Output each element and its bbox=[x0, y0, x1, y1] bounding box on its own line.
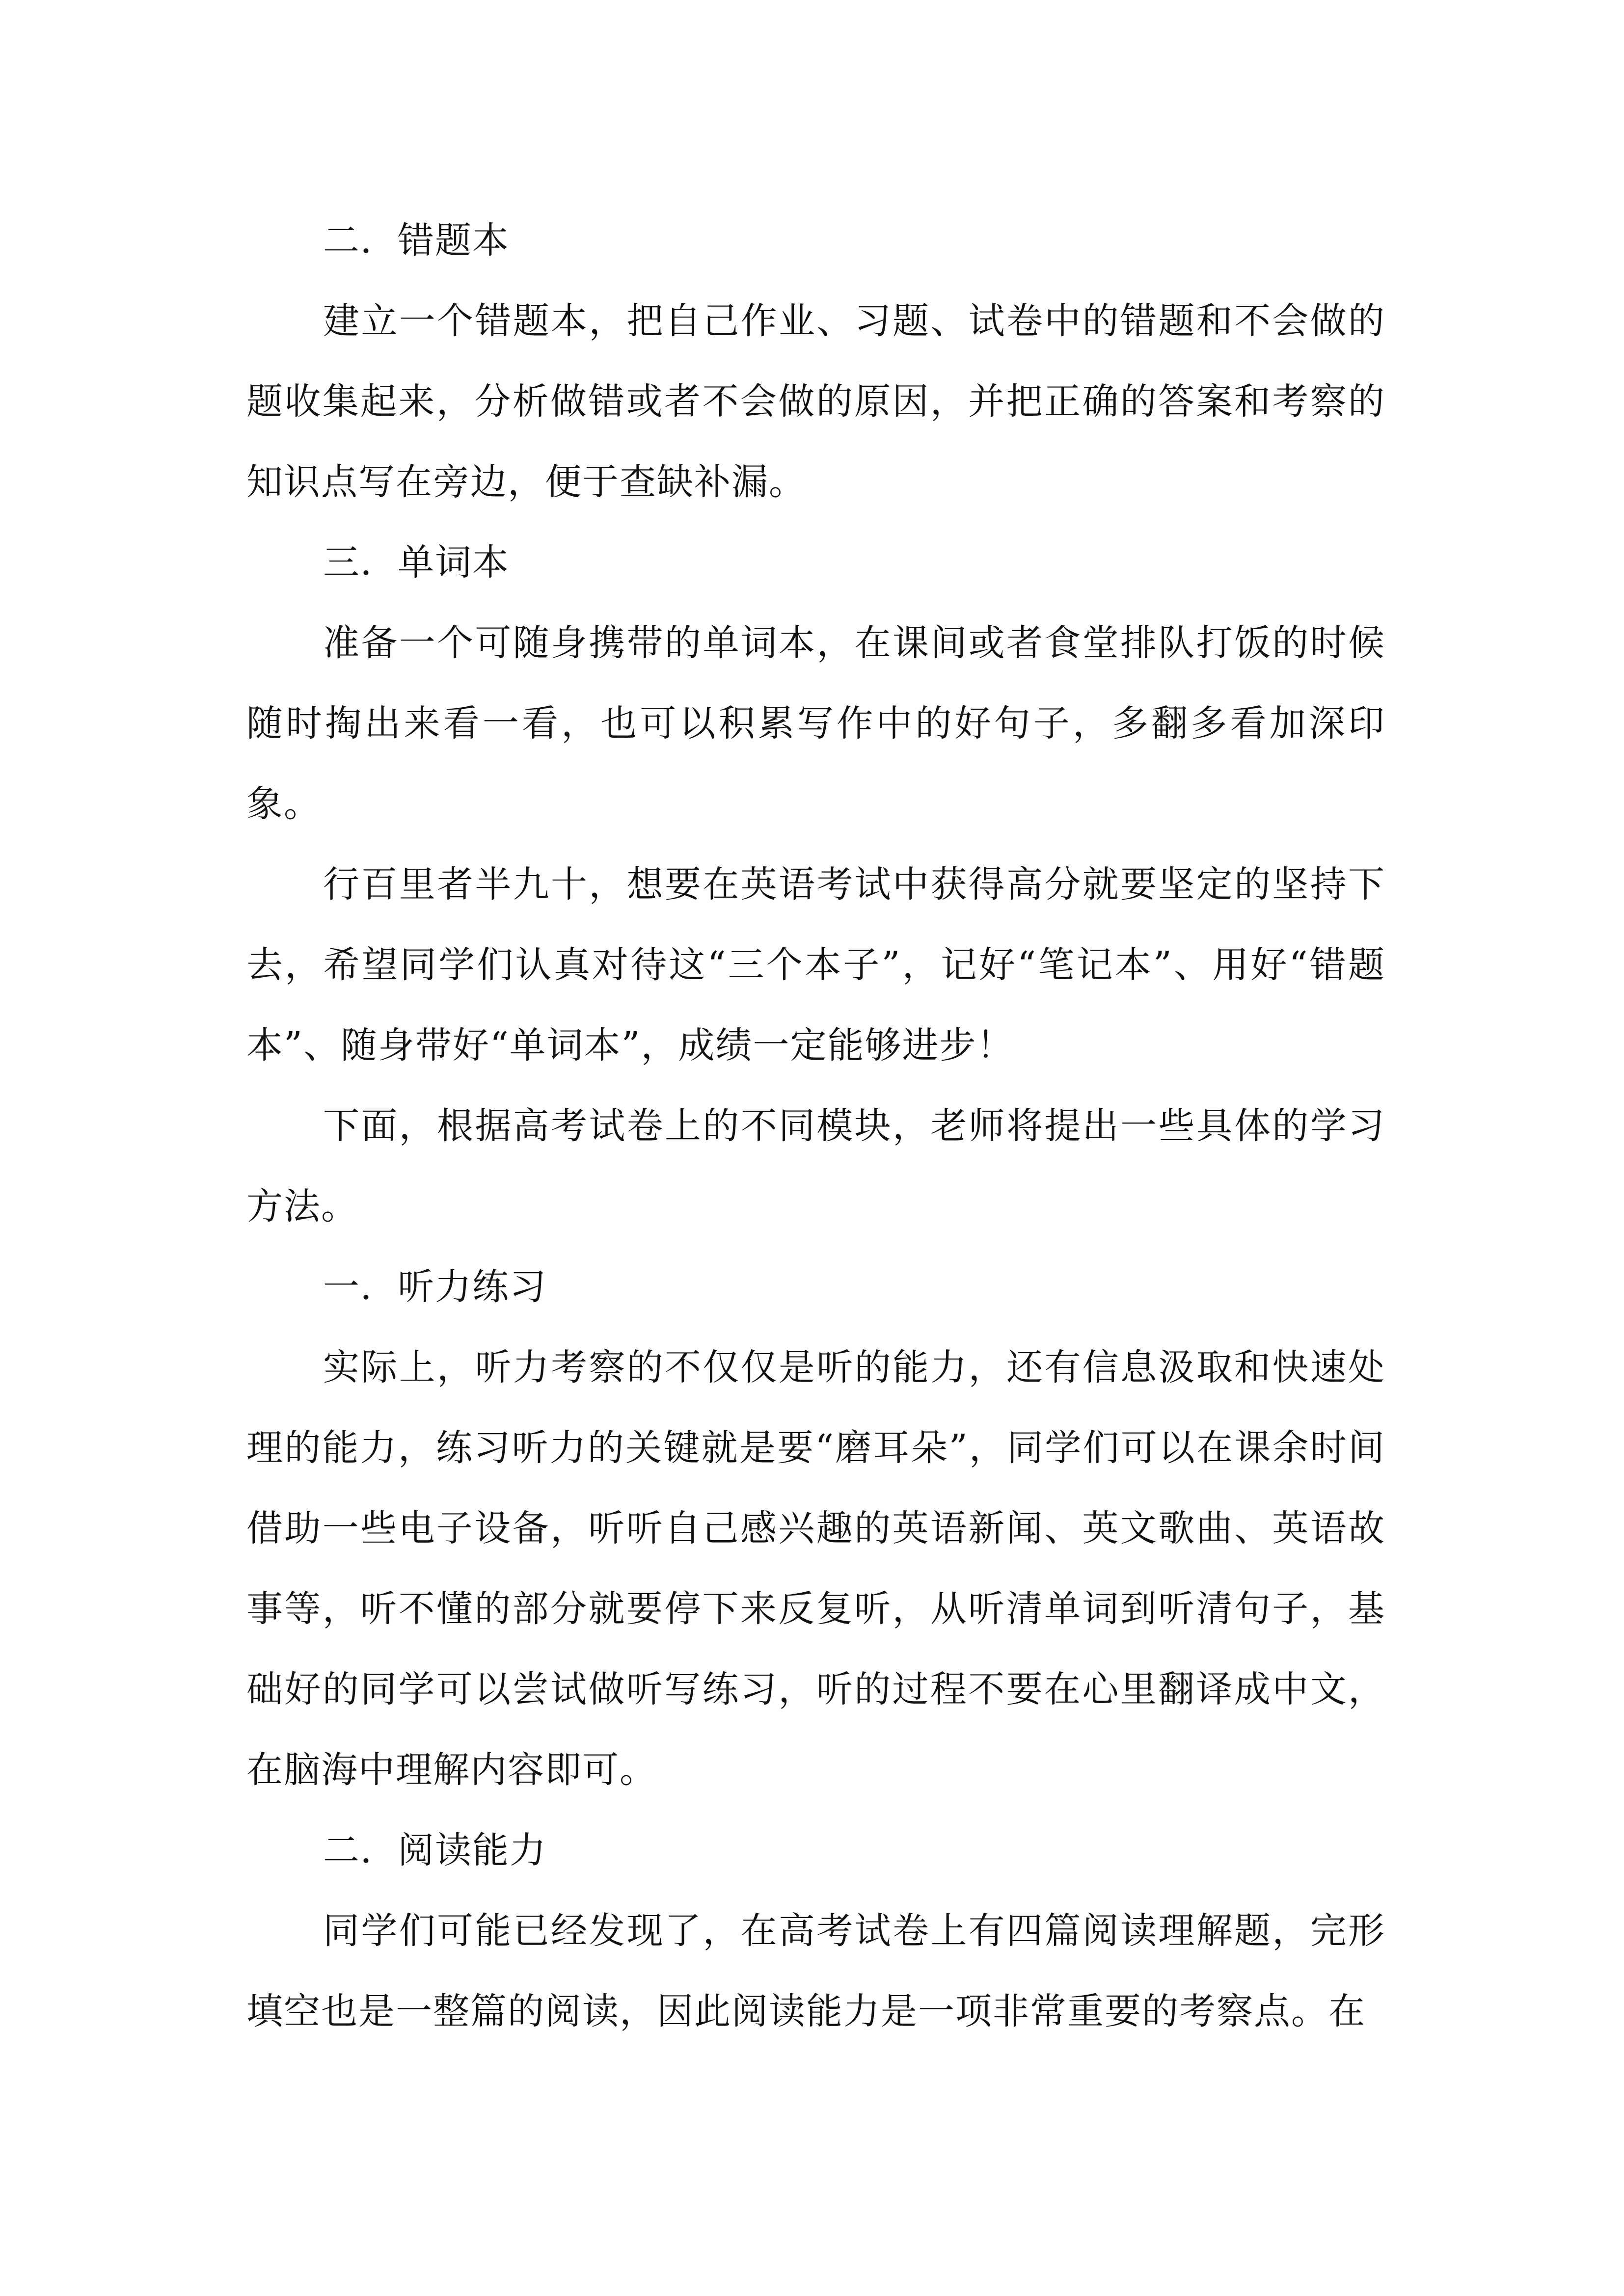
body-text bbox=[246, 200, 1385, 2052]
section-heading-listening: 一．听力练习 bbox=[323, 1266, 547, 1308]
paragraph-perseverance: 行百里者半九十，想要在英语考试中获得高分就要坚定的坚持下去，希望同学们认真对待这“三个本子”，记好“笔记本”、用好“错题本”、随身带好“单词本”，成绩一定能够进步！ bbox=[246, 863, 1385, 1067]
paragraph-reading: 同学们可能已经发现了，在高考试卷上有四篇阅读理解题，完形填空也是一整篇的阅读，因此阅读能力是一项非常重要的考察点。在 bbox=[246, 1910, 1385, 2032]
paragraph-intro-methods: 下面，根据高考试卷上的不同模块，老师将提出一些具体的学习方法。 bbox=[246, 1105, 1385, 1228]
section-heading-reading: 二．阅读能力 bbox=[323, 1829, 547, 1871]
paragraph-listening: 实际上，听力考察的不仅仅是听的能力，还有信息汲取和快速处理的能力，练习听力的关键就是要“磨耳朵”，同学们可以在课余时间借助一些电子设备，听听自己感兴趣的英语新闻、英文歌曲、英语故事等，听不懂的部分就要停下来反复听，从听清单词到听清句子，基础好的同学可以尝试做听写练习，听的过程不要在心里翻译成中文，在脑海中理解内容即可。 bbox=[246, 1346, 1385, 1791]
paragraph-vocabulary-book: 准备一个可随身携带的单词本，在课间或者食堂排队打饭的时候随时掏出来看一看，也可以积累写作中的好句子，多翻多看加深印象。 bbox=[246, 622, 1385, 825]
section-heading-mistake-book: 二．错题本 bbox=[323, 219, 510, 262]
paragraph-mistake-book: 建立一个错题本，把自己作业、习题、试卷中的错题和不会做的题收集起来，分析做错或者不会做的原因，并把正确的答案和考察的知识点写在旁边，便于查缺补漏。 bbox=[246, 300, 1385, 503]
section-heading-vocabulary-book: 三．单词本 bbox=[323, 541, 510, 584]
